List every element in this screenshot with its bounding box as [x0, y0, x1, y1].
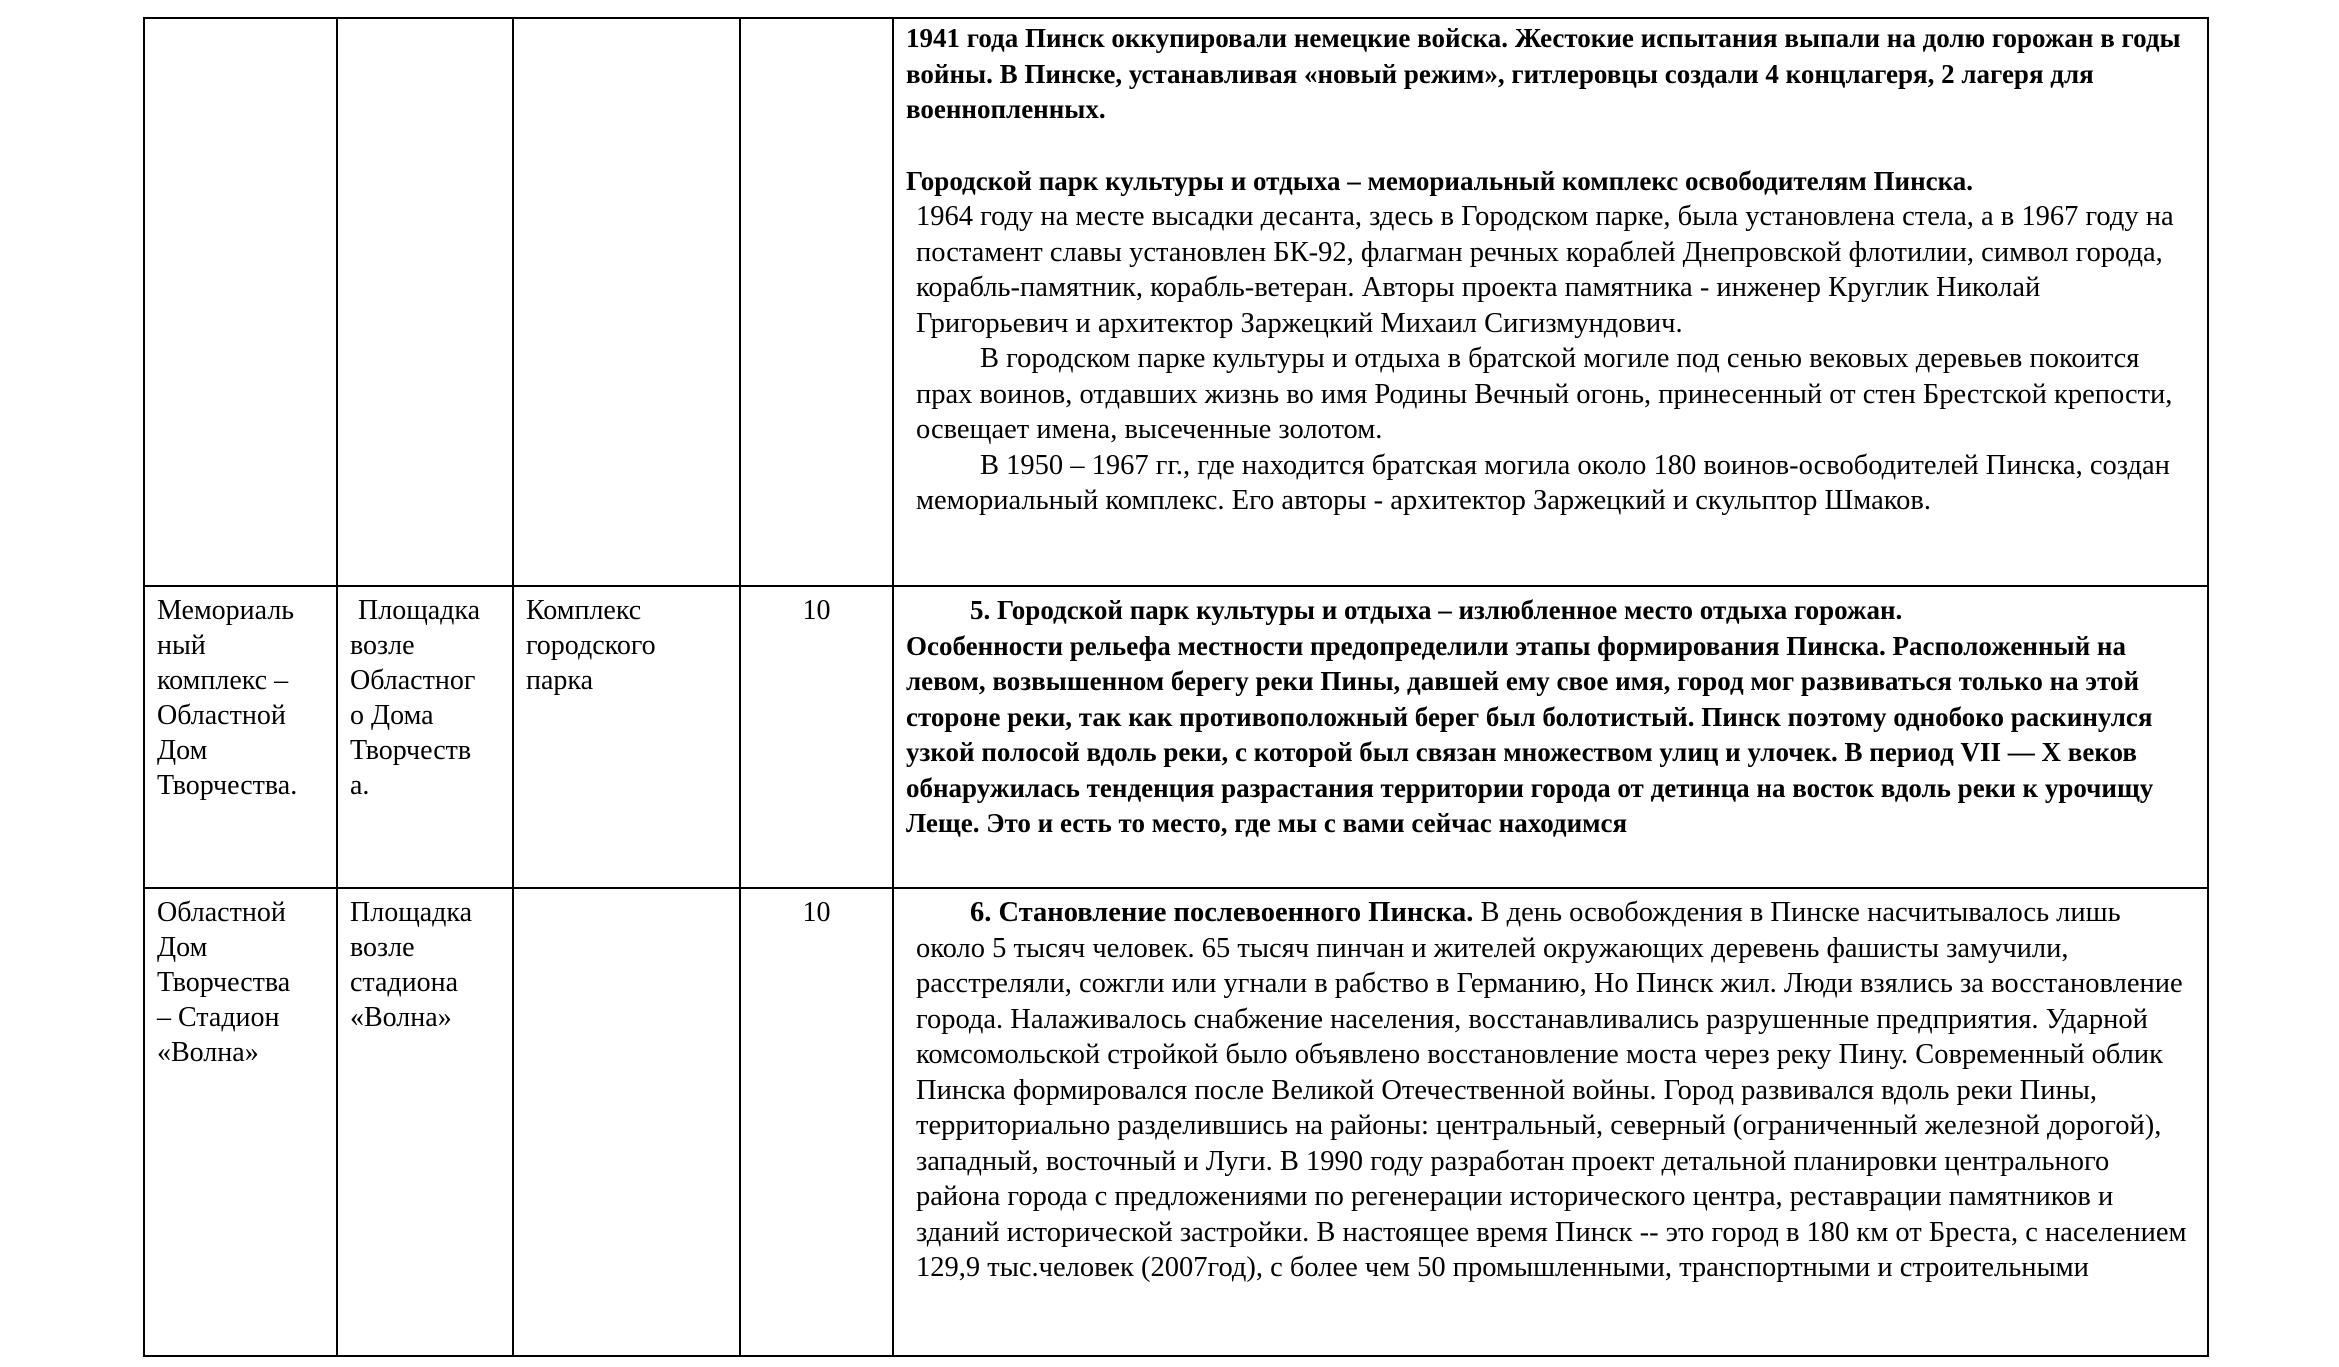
- object-cell: [513, 888, 740, 1356]
- paragraph: Особенности рельефа местности предопределили этапы формирования Пинска. Расположенный на левом, возвышенном берегу реки Пины, давшей ему свое имя, город мог развиваться только на этой стороне реки, так как противоположный берег был болотистый. Пинск поэтому однобоко раскинулся узкой полосой вдоль реки, с которой был связан множеством улиц и улочек. В период VII — X веков обнаружилась тенденция разрастания территории города от детинца на восток вдоль реки к урочищу Леще. Это и есть то место, где мы с вами сейчас находимся: [906, 630, 2154, 838]
- paragraph: В городском парке культуры и отдыха в братской могиле под сенью вековых деревьев покоится прах воинов, отдавших жизнь во имя Родины Вечный огонь, принесенный от стен Брестской крепости, освещает имена, высеченные золотом.: [916, 343, 2173, 445]
- table-row: [144, 586, 2208, 888]
- route-cell: Областной Дом Творчества – Стадион «Волна»: [144, 888, 337, 1356]
- stop-cell: Площадка возле стадиона «Волна»: [337, 888, 513, 1356]
- table-row: [144, 888, 2208, 1356]
- paragraph-body: В день освобождения в Пинске насчитывалось лишь около 5 тысяч человек. 65 тысяч пинчан и жителей окружающих деревень фашисты замучили, расстреляли, сожгли или угнали в рабство в Германию, Но Пинск жил. Люди взялись за восстановление города. Налаживалось снабжение населения, восстанавливались разрушенные предприятия. Ударной комсомольской стройкой было объявлено восстановление моста через реку Пину. Современный облик Пинска формировался после Великой Отечественной войны. Город развивался вдоль реки Пины, территориально разделившись на районы: центральный, северный (ограниченный железной дорогой), западный, восточный и Луги. В 1990 году разработан проект детальной планировки центрального района города с предложениями по регенерации исторического центра, реставрации памятников и зданий исторической застройки. В настоящее время Пинск -- это город в 180 км от Бреста, с населением 129,9 тыс.человек (2007год), с более чем 50 промышленными, транспортными и строительными: [916, 897, 2187, 1283]
- paragraph: В 1950 – 1967 гг., где находится братская могила около 180 воинов-освободителей Пинска, создан мемориальный комплекс. Его авторы - архитектор Заржецкий и скульптор Шмаков.: [916, 449, 2170, 516]
- excursion-table: [143, 17, 2209, 1357]
- duration-cell: 10: [740, 586, 893, 888]
- narrative-text: [894, 889, 2207, 1355]
- duration-cell: [740, 18, 893, 586]
- section-heading: 6. Становление послевоенного Пинска.: [970, 897, 1474, 928]
- table-row: [144, 18, 2208, 586]
- route-cell: [144, 18, 337, 586]
- narrative-cell: [893, 888, 2208, 1356]
- section-heading: Городской парк культуры и отдыха – мемориальный комплекс освободителям Пинска.: [906, 165, 1974, 196]
- stop-cell: [337, 18, 513, 586]
- duration-cell: 10: [740, 888, 893, 1356]
- object-cell: [513, 18, 740, 586]
- paragraph: [906, 895, 2195, 1286]
- narrative-cell: [893, 18, 2208, 586]
- bold-intro: 1941 года Пинск оккупировали немецкие войска. Жестокие испытания выпали на долю горожан в годы войны. В Пинске, устанавливая «новый режим», гитлеровцы создали 4 концлагеря, 2 лагеря для военнопленных.: [906, 23, 2181, 124]
- narrative-text: [894, 19, 2207, 573]
- section-heading: 5. Городской парк культуры и отдыха – излюбленное место отдыха горожан.: [970, 595, 1903, 625]
- paragraph: 1964 году на месте высадки десанта, здесь в Городском парке, была установлена стела, а в 1967 году на постамент славы установлен БК-92, флагман речных кораблей Днепровской флотилии, символ города, корабль-памятник, корабль-ветеран. Авторы проекта памятника - инженер Круглик Николай Григорьевич и архитектор Заржецкий Михаил Сигизмундович.: [916, 201, 2174, 339]
- stop-cell: Площадка возле Областног о Дома Творчеств а.: [337, 586, 513, 888]
- narrative-text: [894, 587, 2207, 842]
- narrative-cell: [893, 586, 2208, 888]
- route-cell: Мемориаль ный комплекс – Областной Дом Творчества.: [144, 586, 337, 888]
- object-cell: Комплекс городского парка: [513, 586, 740, 888]
